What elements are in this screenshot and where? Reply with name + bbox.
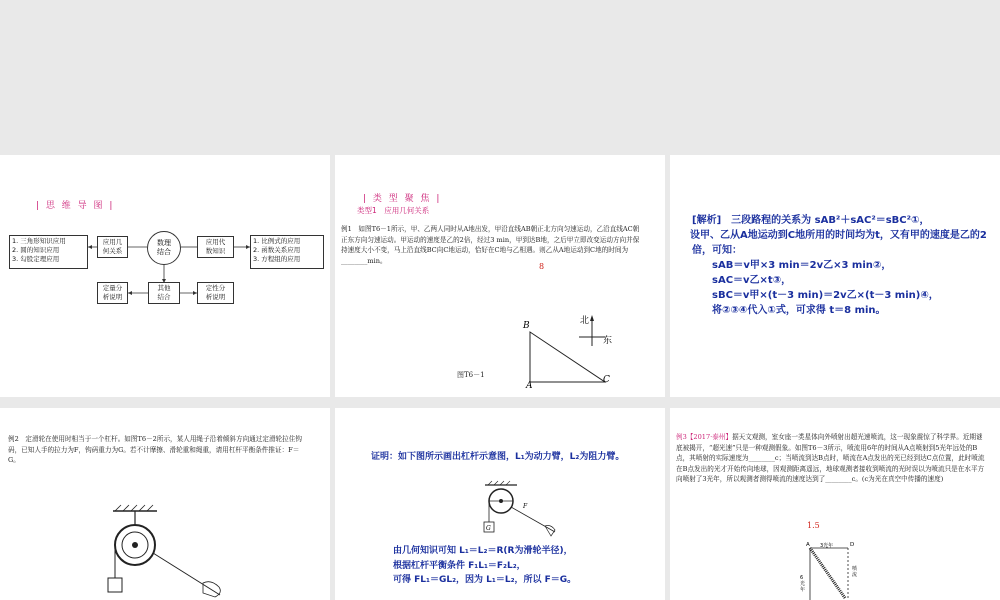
force-g-label: G <box>486 525 491 532</box>
proof-line-2: 根据杠杆平衡条件 F₁L₁＝F₂L₂， <box>393 560 526 571</box>
example-3-source: 【2017·泰州】 <box>686 433 733 441</box>
point-b-label: B <box>523 321 530 331</box>
other-line2: 结合 <box>157 293 171 301</box>
slide-example-2[interactable] <box>0 408 330 600</box>
geometry-applications-box <box>9 235 88 269</box>
quant-line1: 定量分 <box>102 284 123 292</box>
alg-item-2: 2. 函数关系应用 <box>253 246 301 254</box>
figure-caption: 图T6－1 <box>457 371 485 379</box>
example-1-text: 例1 如图T6－1所示，甲、乙两人同时从A地出发，甲沿直线AB朝正北方向匀速运动，乙沿直线AC朝正东方向匀速运动。甲运动的速度是乙的2倍，经过3 min，甲到达B地，之后甲立即改变运动方向并保持速度大小不变，马上沿直线BC向C地运动，恰好在C地与乙相遇。则乙从A地运动到C地的时间为________min。 <box>341 225 640 265</box>
force-f-label: F <box>523 503 528 510</box>
example-3-block <box>676 432 988 485</box>
apply-alg-line1: 应用代 <box>205 238 226 246</box>
fig-jet-label: 喷流 <box>852 566 858 578</box>
other-combination-node <box>148 282 180 304</box>
fig-a-label: A <box>806 542 810 548</box>
quantitative-node <box>97 282 128 304</box>
north-label: 北 <box>580 316 590 326</box>
slide-example-1[interactable] <box>335 155 665 397</box>
apply-geo-line2: 何关系 <box>102 247 123 255</box>
apply-geo-line1: 应用几 <box>102 238 123 246</box>
fig-top-label: 3光年 <box>820 543 834 549</box>
geo-item-2: 2. 圆的知识应用 <box>12 246 60 254</box>
alg-item-1: 1. 比例式的应用 <box>253 237 301 245</box>
type-label: 类型1 应用几何关系 <box>357 206 430 215</box>
qual-line2: 析说明 <box>205 293 226 301</box>
solution-line-4: sAC＝v乙×t③， <box>692 275 792 286</box>
solution-text <box>670 213 992 318</box>
mind-map-connectors <box>0 155 330 397</box>
pulley-figure <box>95 503 245 600</box>
fig-side-label: 6光年 <box>800 575 806 593</box>
geo-item-1: 1. 三角形知识应用 <box>12 237 66 245</box>
solution-line-5: sBC＝v甲×(t－3 min)＝2v乙×(t－3 min)④， <box>692 290 939 301</box>
example-2-text: 例2 定滑轮在使用时相当于一个杠杆。如图T6－2所示，某人用绳子沿着倾斜方向通过定滑轮拉住钩码，已知人手的拉力为F，钩码重力为G。若不计摩擦、滑轮重和绳重，请用杠杆平衡条件推证：F＝G。 <box>8 435 302 464</box>
proof-line-3: 可得 FL₁＝GL₂，因为 L₁＝L₂，所以 F＝G。 <box>393 575 577 585</box>
solution-line-3: sAB＝v甲×3 min＝2v乙×3 min②， <box>692 260 892 271</box>
algebra-applications-box <box>250 235 324 269</box>
point-c-label: C <box>603 375 610 385</box>
answer-1: 8 <box>539 262 545 271</box>
answer-3: 1.5 <box>807 521 820 530</box>
proof-line-1: 由几何知识可知 L₁＝L₂＝R(R为滑轮半径)， <box>393 546 573 556</box>
alg-item-3: 3. 方程组的应用 <box>253 255 301 263</box>
slide-example-3[interactable] <box>670 408 1000 600</box>
lever-diagram <box>475 480 565 542</box>
type-focus-header: | 类 型 聚 焦 | <box>363 194 442 204</box>
solution-line-1: [解析] 三段路程的关系为 sAB²＋sAC²＝sBC²①， <box>692 215 930 226</box>
apply-geometry-node <box>97 236 128 258</box>
proof-intro: 证明：如下图所示画出杠杆示意图，L₁为动力臂，L₂为阻力臂。 <box>371 452 625 462</box>
qualitative-node <box>197 282 234 304</box>
center-line2: 结合 <box>157 248 171 256</box>
other-line1: 其他 <box>157 284 171 292</box>
solution-line-6: 将②③④代入①式，可求得 t＝8 min。 <box>692 305 886 316</box>
geo-item-3: 3. 勾股定理应用 <box>12 255 60 263</box>
quant-line2: 析说明 <box>102 293 123 301</box>
slide-solution-1[interactable] <box>670 155 1000 397</box>
center-line1: 数理 <box>157 239 171 247</box>
example-3-text: 据天文观测，室女座一类星体向外喷射出超光速喷流，这一现象震惊了科学界。近期谜底被揭开，“超光速”只是一种观测假象。如图T6－3所示，喷流用6年的时间从A点喷射到5光年远处的B点，其喷射的实际速度为________c；当喷流到达B点时，喷流在A点发出的光已经到达C点位置，此时喷流在B点发出的光才开始传向地球，因观测距离遥远，地球观测者接收到喷流的光时误以为喷流只是在水平方向喷射了3光年，所以观测者测得喷流的速度达到了________c。(c为光在真空中传播的速度) <box>676 433 985 483</box>
apply-algebra-node <box>197 236 234 258</box>
solution-line-2: 设甲、乙从A地运动到C地所用的时间均为t，又有甲的速度是乙的2倍，可知： <box>670 230 987 256</box>
example-3-tag: 例3 <box>676 433 687 441</box>
point-a-label: A <box>526 381 533 391</box>
slide-proof-2[interactable] <box>335 408 665 600</box>
mind-map-title: | 思 维 导 图 | <box>36 201 115 211</box>
slide-mind-map[interactable] <box>0 155 330 397</box>
proof-body <box>393 544 653 588</box>
east-label: 东 <box>603 336 613 346</box>
apply-alg-line2: 数知识 <box>205 247 226 255</box>
fig-d-label: D <box>850 542 855 548</box>
qual-line1: 定性分 <box>205 284 226 292</box>
center-node <box>147 231 181 265</box>
